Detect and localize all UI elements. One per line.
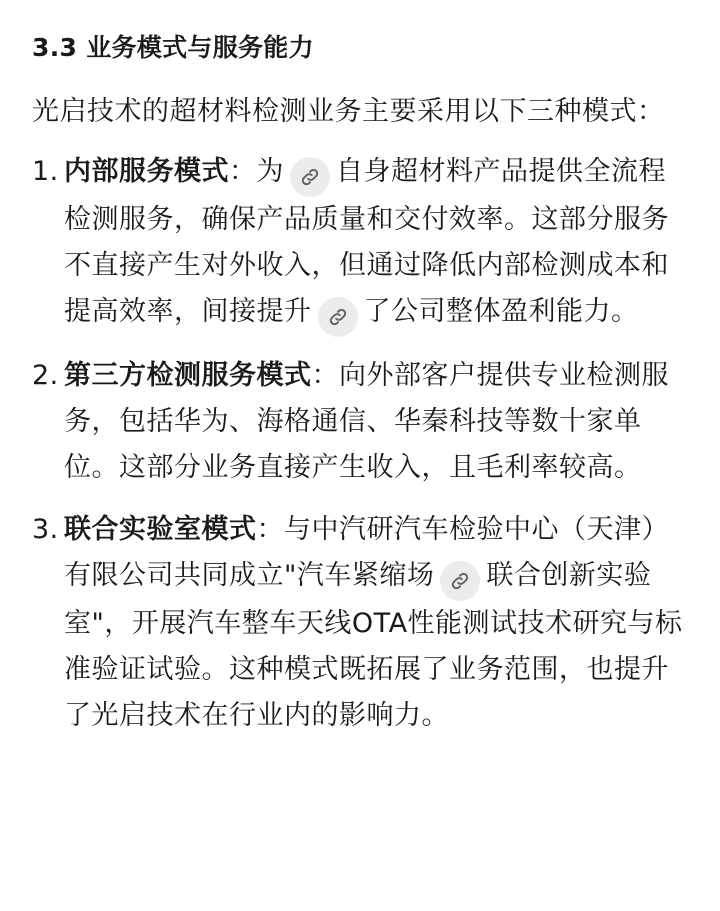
term-separator: ： — [229, 156, 257, 187]
list-item — [32, 507, 688, 739]
list-item — [32, 149, 688, 337]
term-separator: ： — [256, 514, 284, 545]
list-number: 3. — [32, 514, 59, 545]
mode-term: 第三方检测服务模式 — [64, 360, 312, 391]
term-separator: ： — [311, 360, 339, 391]
item-text: 为 — [256, 156, 284, 187]
link-icon[interactable] — [290, 157, 330, 197]
mode-term: 联合实验室模式 — [64, 514, 257, 545]
business-mode-list — [32, 149, 688, 739]
link-icon[interactable] — [440, 561, 480, 601]
item-text: 了公司整体盈利能力。 — [363, 296, 639, 327]
item-text: 向外部客户提供专业检测服务，包括华为、海格通信、华秦科技等数十家单位。这部分业务直接产生收入，且毛利率较高。 — [64, 360, 669, 483]
list-number: 1. — [32, 156, 59, 187]
item-text: 与中汽研汽车检验中心（天津）有限公司共同成立"汽车紧缩场 — [64, 514, 669, 591]
list-number: 2. — [32, 360, 59, 391]
intro-paragraph: 光启技术的超材料检测业务主要采用以下三种模式： — [32, 96, 665, 127]
link-icon[interactable] — [318, 297, 358, 337]
section-heading: 3.3 业务模式与服务能力 — [32, 33, 314, 62]
item-text: 联合创新实验室"，开展汽车整车天线OTA性能测试技术研究与标准验证试验。这种模式既拓展了业务范围，也提升了光启技术在行业内的影响力。 — [64, 560, 683, 731]
list-item — [32, 353, 688, 491]
mode-term: 内部服务模式 — [64, 156, 229, 187]
item-text: 自身超材料产品提供全流程检测服务，确保产品质量和交付效率。这部分服务不直接产生对外收入，但通过降低内部检测成本和提高效率，间接提升 — [64, 156, 669, 327]
